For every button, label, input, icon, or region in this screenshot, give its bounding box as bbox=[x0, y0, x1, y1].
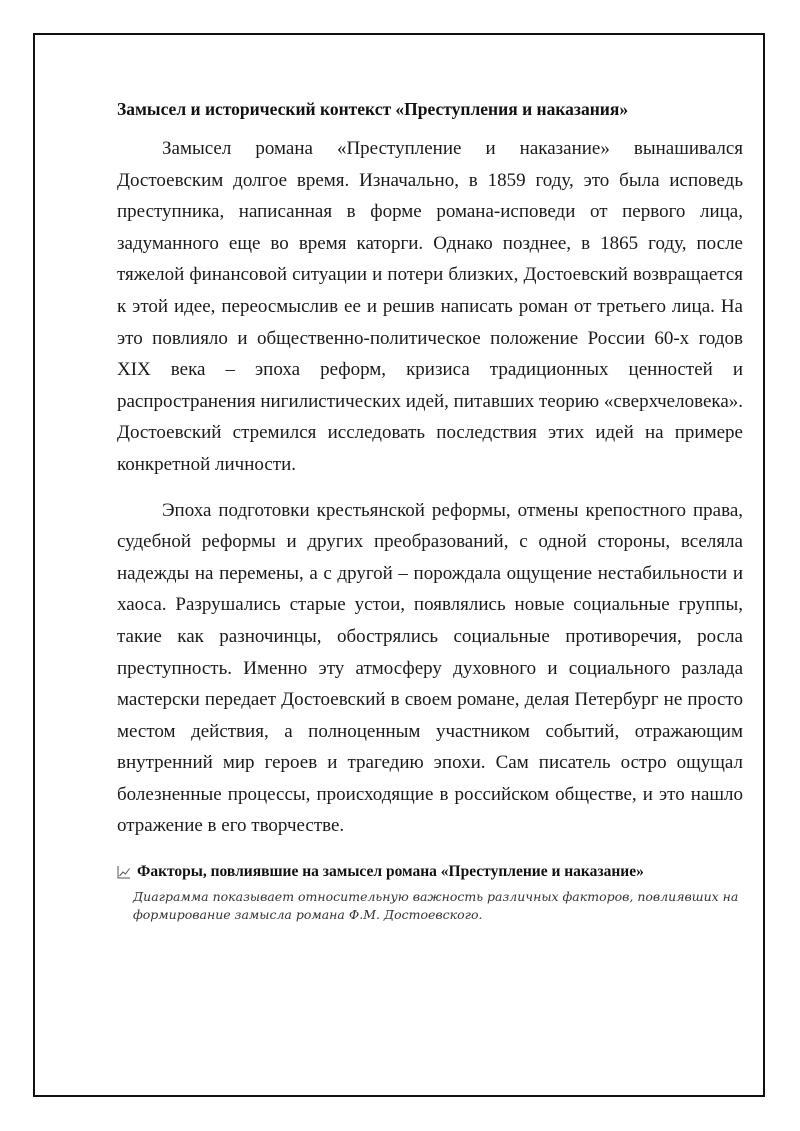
section-heading: Замысел и исторический контекст «Преступления и наказания» bbox=[117, 99, 629, 119]
figure-header bbox=[117, 862, 743, 882]
paragraph: Эпоха подготовки крестьянской реформы, отмены крепостного права, судебной реформы и других преобразований, с одной стороны, вселяла надежды на перемены, а с другой – порождала ощущение нестабильности и хаоса. Разрушались старые устои, появлялись новые социальные группы, такие как разночинцы, обострялись социальные противоречия, росла преступность. Именно эту атмосферу духовного и социального разлада мастерски передает Достоевский в своем романе, делая Петербург не просто местом действия, а полноценным участником событий, отражающим внутренний мир героев и трагедию эпохи. Сам писатель остро ощущал болезненные процессы, происходящие в российском обществе, и это нашло отражение в его творчестве. bbox=[117, 499, 743, 837]
chart-line-icon bbox=[117, 865, 131, 879]
figure-title: Факторы, повлиявшие на замысел романа «Преступление и наказание» bbox=[137, 863, 644, 881]
figure-caption: Диаграмма показывает относительную важность различных факторов, повлиявших на формирование замысла романа Ф.М. Достоевского. bbox=[133, 889, 739, 923]
document-body bbox=[117, 97, 743, 924]
paragraph: Замысел романа «Преступление и наказание» вынашивался Достоевским долгое время. Изначально, в 1859 году, это была исповедь преступника, написанная в форме романа-исповеди от первого лица, задуманного еще во время каторги. Однако позднее, в 1865 году, после тяжелой финансовой ситуации и потери близких, Достоевский возвращается к этой идее, переосмыслив ее и решив написать роман от третьего лица. На это повлияло и общественно-политическое положение России 60-х годов XIX века – эпоха реформ, кризиса традиционных ценностей и распространения нигилистических идей, питавших теорию «сверхчеловека». Достоевский стремился исследовать последствия этих идей на примере конкретной личности. bbox=[117, 138, 744, 475]
